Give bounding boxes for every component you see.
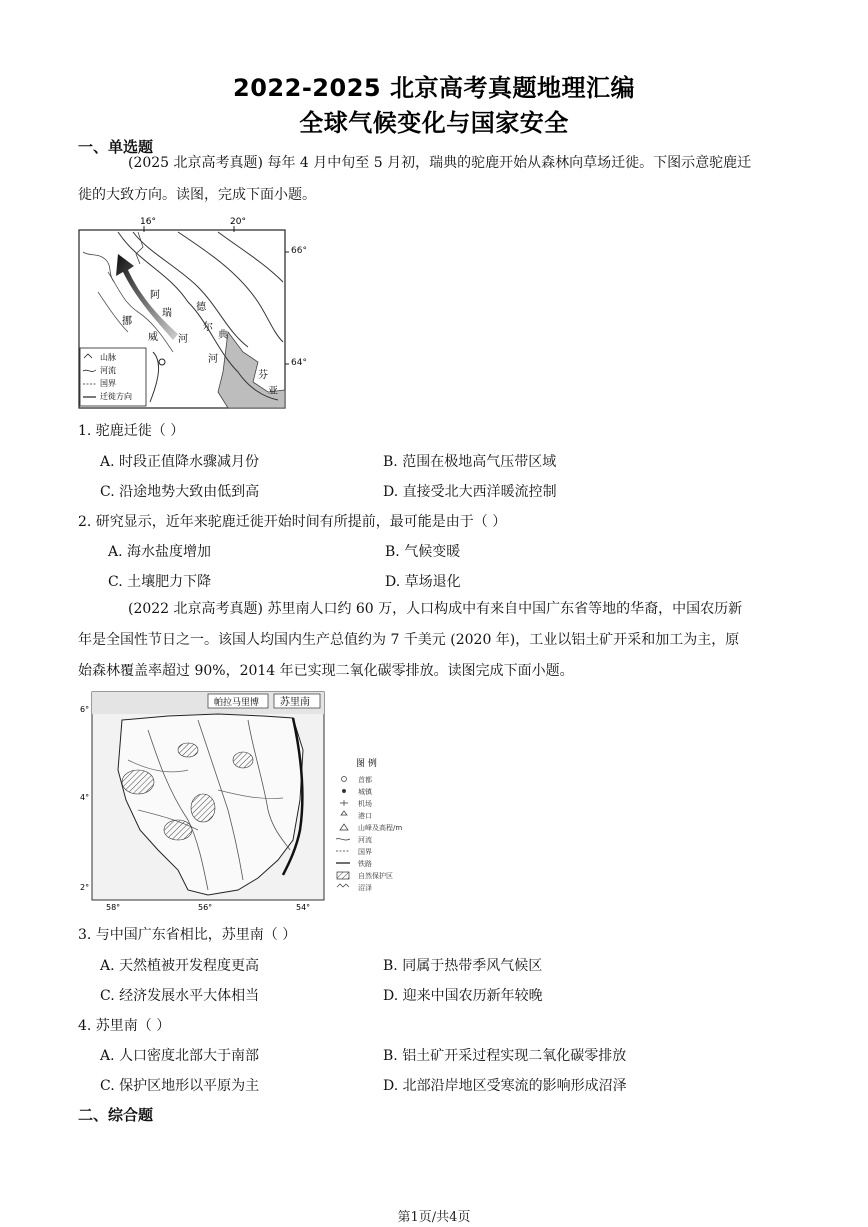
svg-text:自然保护区: 自然保护区: [358, 872, 393, 880]
svg-text:机场: 机场: [358, 800, 372, 808]
passage-2-line-1: (2022 北京高考真题) 苏里南人口约 60 万，人口构成中有来自中国广东省等地的华裔，中国农历新: [128, 601, 743, 617]
map2-lon-58: 58°: [106, 903, 121, 912]
svg-text:河: 河: [208, 354, 218, 365]
lon-label-16: 16°: [140, 217, 156, 227]
question-1-option-b[interactable]: B. 范围在极地高气压带区域: [383, 454, 557, 470]
svg-text:铁路: 铁路: [358, 860, 372, 868]
page-title: 2022-2025 北京高考真题地理汇编: [233, 74, 635, 102]
svg-text:挪: 挪: [122, 316, 132, 327]
svg-text:河: 河: [178, 334, 188, 345]
map2-capital-tag: 帕拉马里博: [214, 698, 260, 708]
question-1-option-a[interactable]: A. 时段正值降水骤减月份: [100, 454, 260, 470]
question-3-option-d[interactable]: D. 迎来中国农历新年较晚: [383, 988, 543, 1004]
question-2-option-b[interactable]: B. 气候变暖: [385, 544, 461, 560]
question-3-option-a[interactable]: A. 天然植被开发程度更高: [100, 958, 260, 974]
question-3-option-c[interactable]: C. 经济发展水平大体相当: [100, 988, 260, 1004]
svg-text:威: 威: [148, 332, 158, 343]
svg-text:芬: 芬: [258, 370, 268, 381]
svg-text:港口: 港口: [358, 812, 372, 820]
map2-country-tag: 苏里南: [280, 697, 310, 708]
question-1-option-c[interactable]: C. 沿途地势大致由低到高: [100, 484, 260, 500]
svg-text:沼泽: 沼泽: [358, 884, 372, 892]
map2-legend-title: 图 例: [356, 759, 377, 769]
question-3-stem: 3. 与中国广东省相比，苏里南（ ）: [78, 927, 297, 943]
map2-lon-54: 54°: [296, 903, 311, 912]
question-4-option-b[interactable]: B. 铝土矿开采过程实现二氧化碳零排放: [383, 1048, 627, 1064]
svg-text:阿: 阿: [150, 290, 160, 301]
map2-lat-6: 6°: [80, 705, 90, 714]
svg-text:国界: 国界: [358, 848, 372, 856]
question-4-option-c[interactable]: C. 保护区地形以平原为主: [100, 1078, 260, 1094]
svg-text:典: 典: [218, 330, 228, 341]
svg-text:瑞: 瑞: [162, 308, 172, 319]
question-2-stem: 2. 研究显示，近年来驼鹿迁徙开始时间有所提前，最可能是由于（ ）: [78, 514, 507, 530]
map2-lat-4: 4°: [80, 793, 90, 802]
question-4-option-a[interactable]: A. 人口密度北部大于南部: [100, 1048, 260, 1064]
section-heading-comprehensive: 二、综合题: [78, 1106, 154, 1124]
question-3-option-b[interactable]: B. 同属于热带季风气候区: [383, 958, 543, 974]
question-1-option-d[interactable]: D. 直接受北大西洋暖流控制: [383, 484, 557, 500]
suriname-map: [78, 690, 410, 912]
svg-text:亚: 亚: [268, 386, 278, 397]
lat-label-66: 66°: [291, 246, 307, 256]
map2-lon-56: 56°: [198, 903, 213, 912]
svg-text:国界: 国界: [100, 379, 116, 388]
moose-migration-map: [78, 212, 290, 412]
section-heading-single-choice: 一、单选题: [78, 138, 154, 156]
page-subtitle: 全球气候变化与国家安全: [299, 109, 569, 137]
question-1-stem: 1. 驼鹿迁徙（ ）: [78, 423, 185, 439]
question-4-stem: 4. 苏里南（ ）: [78, 1018, 171, 1034]
passage-2-line-2: 年是全国性节日之一。该国人均国内生产总值约为 7 千美元 (2020 年)，工业以铝土矿开采和加工为主，原: [78, 632, 740, 648]
svg-text:河流: 河流: [100, 366, 116, 375]
svg-text:首都: 首都: [358, 776, 372, 784]
passage-1-line-1: (2025 北京高考真题) 每年 4 月中旬至 5 月初，瑞典的驼鹿开始从森林向草场迁徙。下图示意驼鹿迁: [128, 155, 752, 171]
question-2-option-d[interactable]: D. 草场退化: [385, 574, 461, 590]
svg-text:山脉: 山脉: [100, 353, 116, 362]
svg-text:山峰及高程/m: 山峰及高程/m: [358, 824, 403, 832]
svg-text:城镇: 城镇: [358, 788, 372, 796]
question-2-option-c[interactable]: C. 土壤肥力下降: [108, 574, 212, 590]
passage-1-line-2: 徙的大致方向。读图，完成下面小题。: [78, 187, 316, 203]
svg-text:德: 德: [196, 302, 206, 313]
lat-label-64: 64°: [291, 358, 307, 368]
svg-text:尔: 尔: [203, 322, 213, 333]
svg-text:河流: 河流: [358, 836, 372, 844]
map2-lat-2: 2°: [80, 883, 90, 892]
svg-text:迁徙方向: 迁徙方向: [100, 392, 132, 401]
lon-label-20: 20°: [230, 217, 246, 227]
passage-2-line-3: 始森林覆盖率超过 90%，2014 年已实现二氧化碳零排放。读图完成下面小题。: [78, 663, 574, 679]
question-2-option-a[interactable]: A. 海水盐度增加: [108, 544, 212, 560]
page-number: 第1页/共4页: [397, 1210, 471, 1225]
question-4-option-d[interactable]: D. 北部沿岸地区受寒流的影响形成沼泽: [383, 1078, 627, 1094]
